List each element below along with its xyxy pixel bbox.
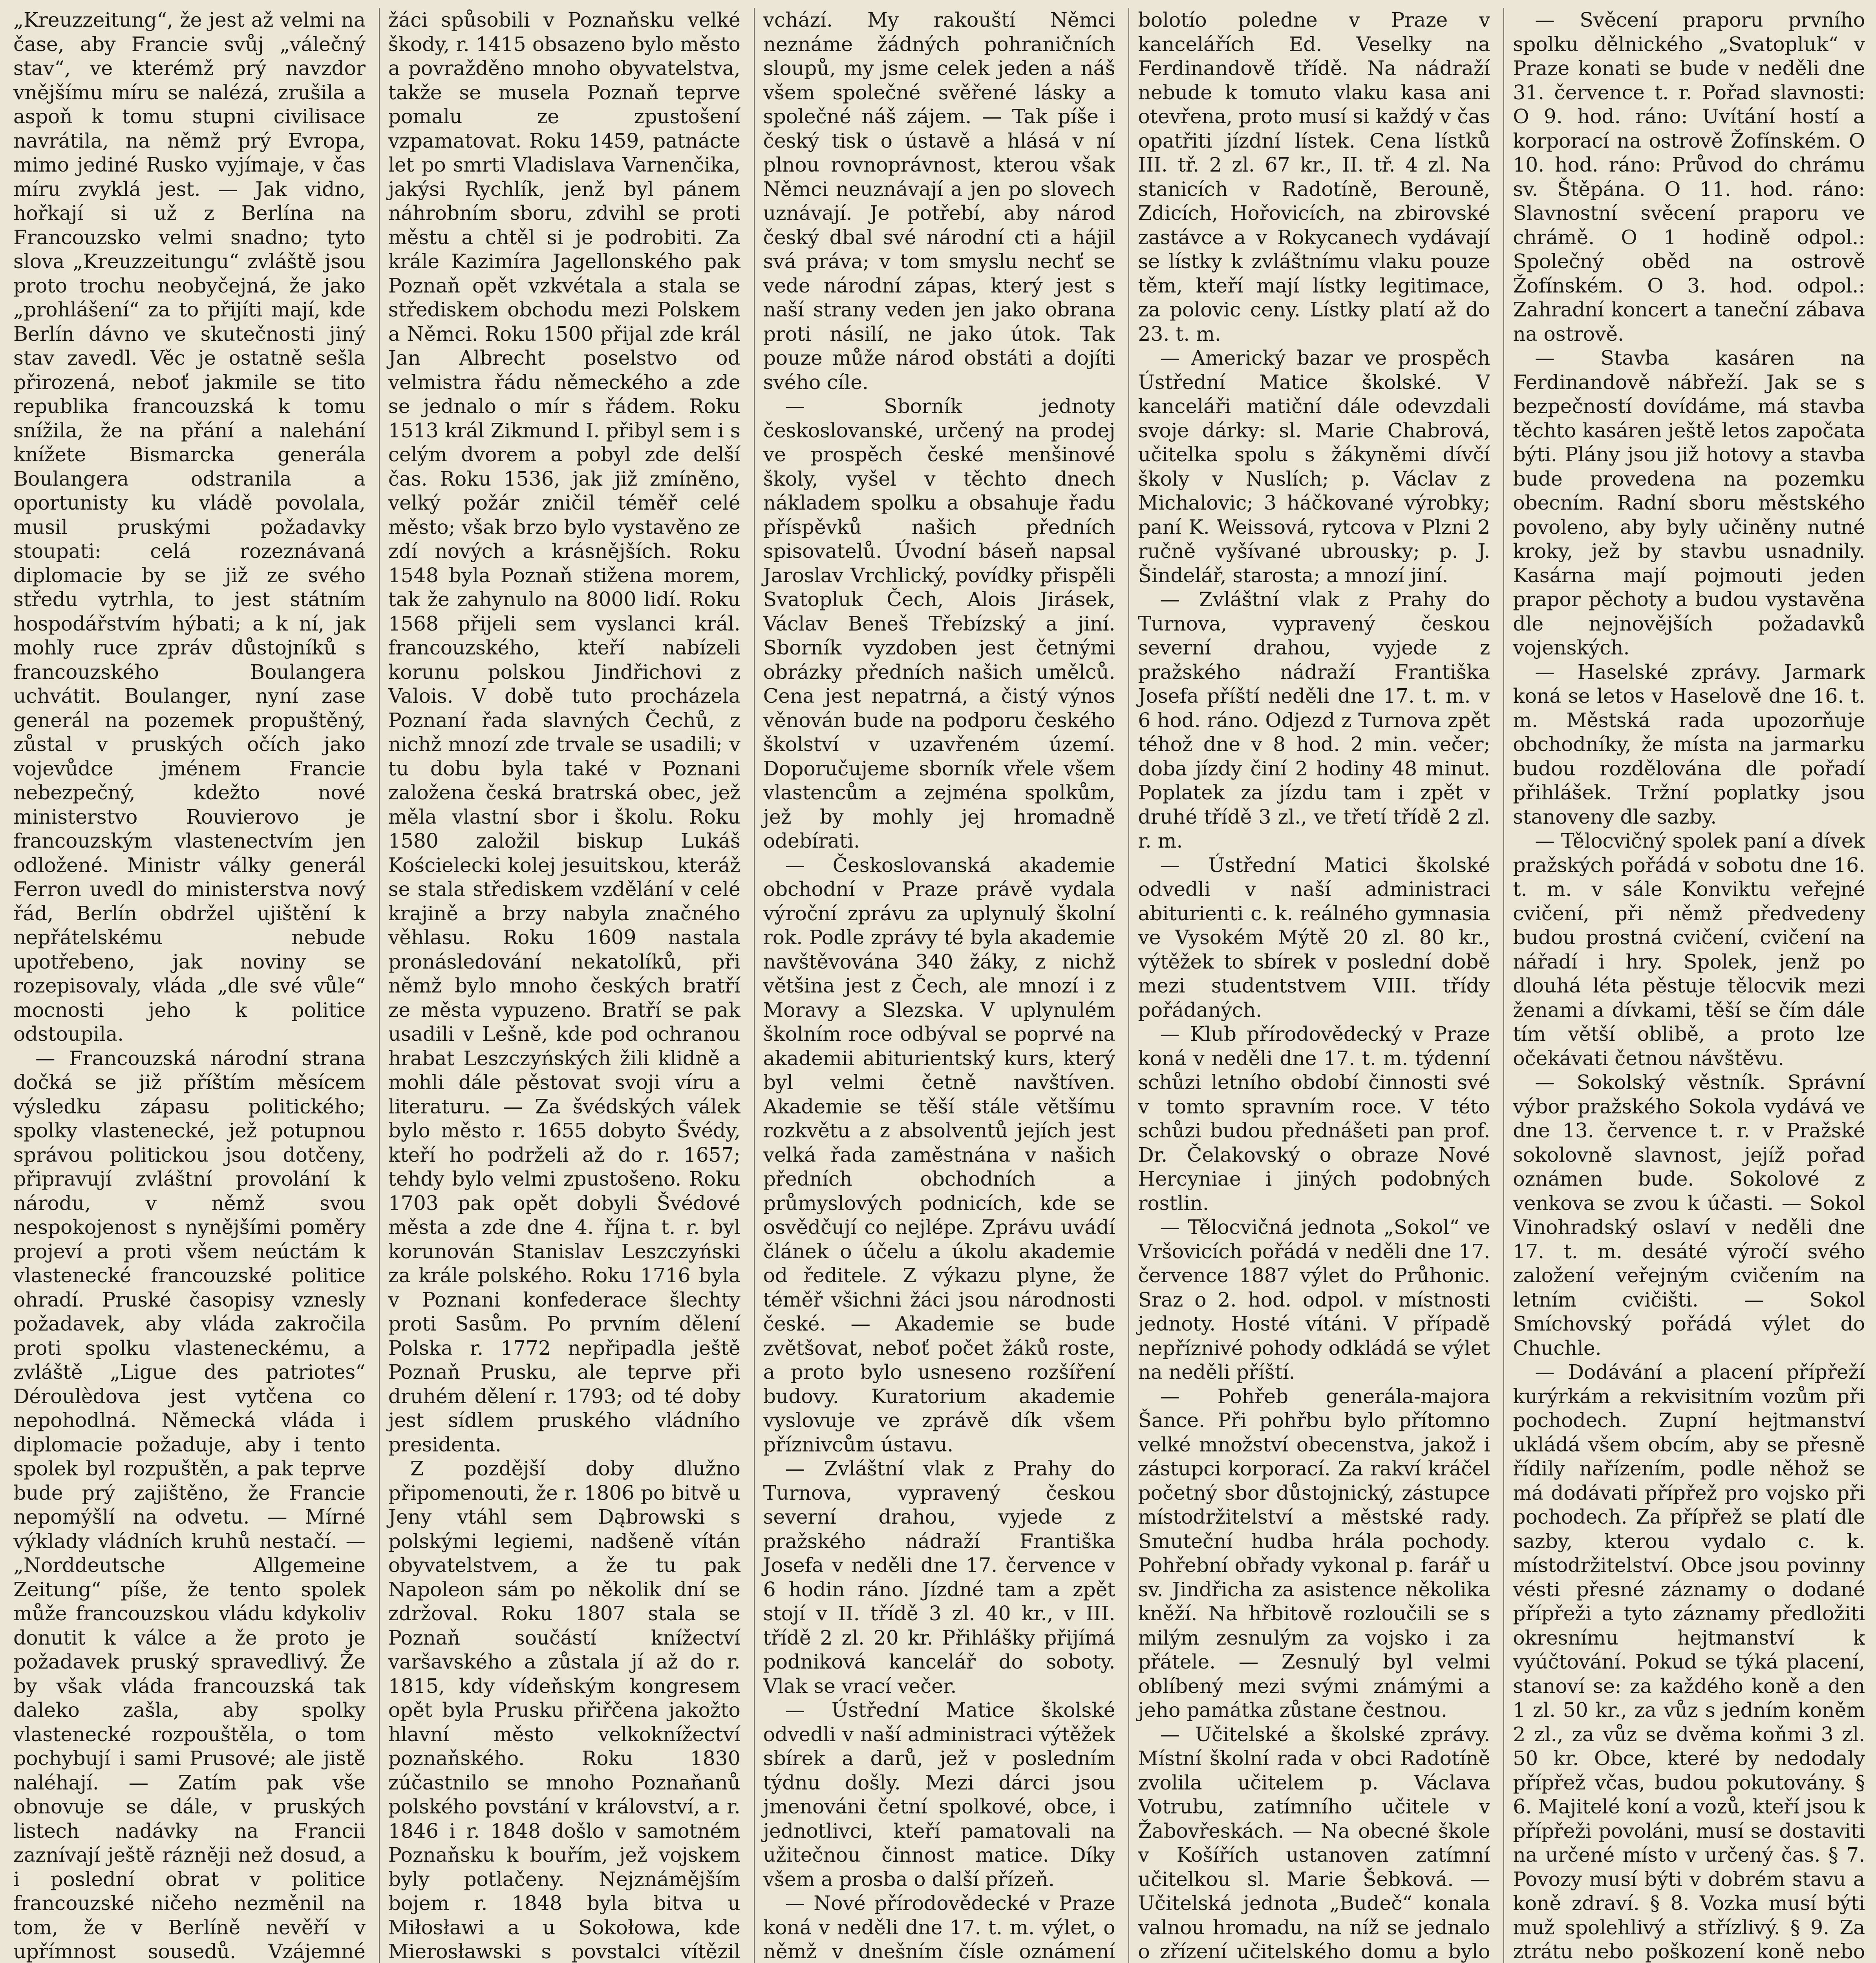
news-item: — Sokolský věstník. Správní výbor pražského Sokola vydává ve dne 13. července t. r. v Pražské sokolovně slavnost, jejíž pořad oznámen bude. Sokolové z venkova se zvou k účasti. — Sokol Vinohradský oslaví v neděli dne 17. t. m. desáté výročí svého založení veřejným cvičením na letním cvičišti. — Sokol Smíchovský pořádá výlet do Chuchle.	[1513, 1071, 1865, 1360]
news-item: vchází. My rakouští Němci neznáme žádných pohraničních sloupů, my jsme celek jeden a náš všem společné svěřené lásky a společné náš zájem. — Tak píše i český tisk o ústavě a hlásá v ní plnou rovnoprávnost, kterou však Němci neuznávají a jen po slovech uznávají. Je potřebí, aby národ český dbal své národní cti a hájil svá práva; v tom smyslu nechť se vede národní zápas, který jest s naší strany veden jen jako obrana proti násilí, ne jako útok. Tak pouze může národ obstáti a dojíti svého cíle.	[763, 8, 1115, 394]
news-item: — Zvláštní vlak z Prahy do Turnova, vypravený českou severní drahou, vyjede z pražského nádraží Františka Josefa v neděli dne 17. července v 6 hodin ráno. Jízdné tam a zpět stojí v II. třídě 3 zl. 40 kr., v III. třídě 2 zl. 20 kr. Přihlášky přijímá podniková kancelář do soboty. Vlak se vrací večer.	[763, 1457, 1115, 1698]
news-item: — Českoslovanská akademie obchodní v Praze právě vydala výroční zprávu za uplynulý školní rok. Podle zprávy té byla akademie navštěvována 340 žáky, z nichž většina jest z Čech, ale mnozí i z Moravy a Slezska. V uplynulém školním roce odbýval se poprvé na akademii abiturientský kurs, který byl velmi četně navštíven. Akademie se těší stále většímu rozkvětu a z absolventů jejích jest velká řada zaměstnána v našich předních obchodních a průmyslových podnicích, kde se osvědčují co nejlépe. Zprávu uvádí článek o účelu a úkolu akademie od ředitele. Z výkazu plyne, že téměř všichni žáci jsou národnosti české. — Akademie se bude zvětšovat, neboť počet žáků roste, a proto bylo usneseno rozšíření budovy. Kuratorium akademie vyslovuje ve zprávě dík všem příznivcům ústavu.	[763, 853, 1115, 1456]
news-item: bolotío poledne v Praze v kancelářích Ed. Veselky na Ferdinandově třídě. Na nádraží nebude k tomuto vlaku kasa ani otevřena, proto musí si každý v čas opatřiti jízdní lístek. Cena lístků III. tř. 2 zl. 67 kr., II. tř. 4 zl. Na stanicích v Radotíně, Berouně, Zdicích, Hořovicích, na zbirovské zastávce a v Rokycanech vydávají se lístky k zvláštnímu vlaku pouze těm, kteří mají lístky legitimace, za polovic ceny. Lístky platí až do 23. t. m.	[1138, 8, 1490, 345]
news-item: — Stavba kasáren na Ferdinandově nábřeží. Jak se s bezpečností dovídáme, má stavba těchto kasáren ještě letos započata býti. Plány jsou již hotovy a stavba bude provedena na pozemku obecním. Radní sboru městského povoleno, aby byly učiněny nutné kroky, jež by stavbu usnadnily. Kasárna mají pojmouti jeden prapor pěchoty a budou vystavěna dle nejnovějších požadavků vojenských.	[1513, 346, 1865, 659]
news-item: — Ústřední Matici školské odvedli v naší administraci abiturienti c. k. reálného gymnasia ve Vysokém Mýtě 20 zl. 80 kr., výtěžek to sbírek v poslední době mezi studentstvem VIII. třídy pořádaných.	[1138, 853, 1490, 1022]
column-2	[379, 8, 741, 1963]
article-paragraph: Z pozdější doby dlužno připomenouti, že r. 1806 po bitvě u Jeny vtáhl sem Dąbrowski s polskými legiemi, nadšeně vítán obyvatelstvem, a že tu pak Napoleon sám po několik dní se zdržoval. Roku 1807 stala se Poznaň součástí knížectví varšavského a zůstala jí až do r. 1815, kdy vídeňským kongresem opět byla Prusku přiřčena jakožto hlavní město velkoknížectví poznaňského. Roku 1830 zúčastnilo se mnoho Poznaňanů polského povstání v království, a r. 1846 i r. 1848 došlo v samotném Poznaňsku k bouřím, jež vojskem byly potlačeny. Nejznámějším bojem r. 1848 byla bitva u Miłosławi a u Sokołowa, kde Mierosławski s povstalci vítězil	[388, 1457, 741, 1963]
news-item: — Svěcení praporu prvního spolku dělnického „Svatopluk“ v Praze konati se bude v neděli dne 31. července t. r. Pořad slavnosti: O 9. hod. ráno: Uvítání hostí a korporací na ostrově Žofínském. O 10. hod. ráno: Průvod do chrámu sv. Štěpána. O 11. hod. ráno: Slavnostní svěcení praporu ve chrámě. O 1 hodině odpol.: Společný oběd na ostrově Žofínském. O 3. hod. odpol.: Zahradní koncert a taneční zábava na ostrově.	[1513, 8, 1865, 345]
news-item: — Učitelské a školské zprávy. Místní školní rada v obci Radotíně zvolila učitelem p. Václava Votrubu, zatímního učitele v Žabovřeskách. — Na obecné škole v Košířích ustanoven zatímní učitelkou sl. Marie Šebková. — Učitelská jednota „Budeč“ konala valnou hromadu, na níž se jednalo o zřízení učitelského domu a bylo	[1138, 1722, 1490, 1963]
news-item: — Tělocvičná jednota „Sokol“ ve Vršovicích pořádá v neděli dne 17. července 1887 výlet do Průhonic. Sraz o 2. hod. odpol. v místnosti jednoty. Hosté vítáni. V případě nepříznivé pohody odkládá se výlet na neděli příští.	[1138, 1215, 1490, 1384]
news-item: — Ústřední Matice školské odvedli v naší administraci výtěžek sbírek a darů, jež v posledním týdnu došly. Mezi dárci jsou jmenováni četní spolkové, obce, i jednotlivci, kteří pamatovali na užitečnou činnost matice. Díky všem a prosba o další přízeň.	[763, 1698, 1115, 1891]
news-item: — Americký bazar ve prospěch Ústřední Matice školské. V kanceláři matiční dále odevzdali svoje dárky: sl. Marie Chabrová, učitelka spolu s žákyněmi dívčí školy v Nuslích; p. Václav z Michalovic; 3 háčkované výrobky; paní K. Weissová, rytcova v Plzni 2 ručně vyšívané ubrousky; p. J. Šindelář, starosta; a mnozí jiní.	[1138, 346, 1490, 587]
column-5	[1503, 8, 1865, 1963]
article-paragraph: žáci spůsobili v Poznaňsku velké škody, r. 1415 obsazeno bylo město a povražděno mnoho obyvatelstva, takže se musela Poznaň teprve pomalu ze zpustošení vzpamatovat. Roku 1459, patnácte let po smrti Vladislava Varnenčika, jakýsi Rychlík, jenž byl pánem náhrobním sboru, zdvihl se proti městu a chtěl si je podrobiti. Za krále Kazimíra Jagellonského pak Poznaň opět vzkvétala a stala se střediskem obchodu mezi Polskem a Němci. Roku 1500 přijal zde král Jan Albrecht poselstvo od velmistra řádu německého a zde se jednalo o mír s řádem. Roku 1513 král Zikmund I. přibyl sem i s celým dvorem a pobyl zde delší čas. Roku 1536, jak již zmíněno, velký požár zničil téměř celé město; však brzo bylo vystavěno ze zdí nových a krásnějších. Roku 1548 byla Poznaň stižena morem, tak že zahynulo na 8000 lidí. Roku 1568 přijeli sem vyslanci král. francouzského, kteří nabízeli korunu polskou Jindřichovi z Valois. V době tuto procházela Poznaní řada slavných Čechů, z nichž mnozí zde trvale se usadili; v tu dobu byla také v Poznani založena česká bratrská obec, jež měla vlastní sbor i školu. Roku 1580 založil biskup Lukáš Kościelecki kolej jesuitskou, kteráž se stala střediskem vzdělání v celé krajině a brzy nabyla značného věhlasu. Roku 1609 nastala pronásledování nekatolíků, při němž bylo mnoho českých bratří ze města vypuzeno. Bratří se pak usadili v Lešně, kde pod ochranou hrabat Leszczyńských žili klidně a mohli dále pěstovat svoji víru a literaturu. — Za švédských válek bylo město r. 1655 dobyto Švédy, kteří ho podrželi až do r. 1657; tehdy bylo velmi zpustošeno. Roku 1703 pak opět dobyli Švédové města a zde dne 4. října t. r. byl korunován Stanislav Leszczyński za krále polského. Roku 1716 byla v Poznani konfederace šlechty proti Sasům. Po prvním dělení Polska r. 1772 nepřipadla ještě Poznaň Prusku, ale teprve při druhém dělení r. 1793; od té doby jest sídlem pruského vládního presidenta.	[388, 8, 741, 1456]
news-item: — Dodávání a placení přípřeží kurýrkám a rekvisitním vozům při pochodech. Zupní hejtmanství ukládá všem obcím, aby se přesně řídily nařízením, podle něhož se má dodávati přípřež pro vojsko při pochodech. Za přípřež se platí dle sazby, kterou vydalo c. k. místodržitelství. Obce jsou povinny vésti přesné záznamy o dodané přípřeži a tyto záznamy předložiti okresnímu hejtmanství k vyúčtování. Pokud se týká placení, stanoví se: za každého koně a den 1 zl. 50 kr., za vůz s jedním koněm 2 zl., za vůz se dvěma koňmi 3 zl. 50 kr. Obce, které by nedodaly přípřež včas, budou pokutovány. § 6. Majitelé koní a vozů, kteří jsou k přípřeži povoláni, musí se dostaviti na určené místo v určený čas. § 7. Povozy musí býti v dobrém stavu a koně zdraví. § 8. Vozka musí býti muž spolehlivý a střízlivý. § 9. Za ztrátu nebo poškození koně nebo	[1513, 1360, 1865, 1963]
article-paragraph: — Francouzská národní strana dočká se již příštím měsícem výsledku zápasu politického; spolky vlastenecké, jež potupnou správou politickou jsou dotčeny, připravují zvláštní provolání k národu, v němž svou nespokojenost s nynějšími poměry projeví a proti všem neúctám k vlastenecké francouzské politice ohradí. Pruské časopisy vznesly požadavek, aby vláda zakročila proti spolku vlasteneckému, a zvláště „Ligue des patriotes“ Déroulèdova jest vytčena co nepohodlná. Německá vláda i diplomacie požaduje, aby i tento spolek byl rozpuštěn, a pak teprve bude prý zajištěno, že Francie nepomýšlí na odvetu. — Mírné výklady vládních kruhů nestačí. — „Norddeutsche Allgemeine Zeitung“ píše, že tento spolek může francouzskou vládu kdykoliv donutit k válce a že proto je požadavek pruský spravedlivý. Že by však vláda francouzská tak daleko zašla, aby spolky vlastenecké rozpouštěla, o tom pochybují i sami Prusové; ale jistě naléhají. — Zatím pak vše obnovuje se dále, v pruských listech nadávky na Francii zaznívají ještě rázněji než dosud, a i poslední obrat v politice francouzské ničeho nezměnil na tom, že v Berlíně nevěří v upřímnost sousedů. Vzájemné	[13, 1046, 366, 1963]
article-paragraph: „Kreuzzeitung“, že jest až velmi na čase, aby Francie svůj „válečný stav“, ve kterémž prý navzdor vnějšímu míru se nalézá, zrušila a aspoň k tomu stupni civilisace navrátila, na němž prý Evropa, mimo jediné Rusko vyjímaje, v čas míru zvyklá jest. — Jak vidno, hořkají si už z Berlína na Francouzsko velmi snadno; tyto slova „Kreuzzeitungu“ zvláště jsou proto trochu neobyčejná, že jako „prohlášení“ za to přijíti mají, kde Berlín dávno ve skutečnosti jiný stav zavedl. Věc je ostatně sešla přirozená, neboť jakmile se tito republika francouzská k tomu snížila, že na přání a nalehání knížete Bismarcka generála Boulangera odstranila a oportunisty ku vládě povolala, musil pruskými požadavky stoupati: celá rozeznávaná diplomacie by se již ze svého středu vytrhla, to jest státním hospodářstvím hýbati; a k ní, jak mohly ruce zpráv důstojníků s francouzského Boulangera uchvátit. Boulanger, nyní zase generál na pozemek propuštěný, zůstal v pruských očích jako vojevůdce jménem Francie nebezpečný, kdežto nové ministerstvo Rouvierovo je francouzským vlastenectvím jen odložené. Ministr války generál Ferron uvedl do ministerstva nový řád, Berlín obdržel ujištění k nepřátelskému nebude upotřebeno, jak noviny se rozepisovaly, vláda „dle své vůle“ mocnosti jeho k politice odstoupila.	[13, 8, 366, 1045]
news-item: — Pohřeb generála-majora Šance. Při pohřbu bylo přítomno velké množství obecenstva, jakož i zástupci korporací. Za rakví kráčel početný sbor důstojnický, zástupce místodržitelství a městské rady. Smuteční hudba hrála pochody. Pohřební obřady vykonal p. farář u sv. Jindřicha za asistence několika kněží. Na hřbitově rozloučili se s milým zesnulým za vojsko i za přátele. — Zesnulý byl velmi oblíbený mezi svými známými a jeho památka zůstane čestnou.	[1138, 1384, 1490, 1722]
news-item: — Tělocvičný spolek paní a dívek pražských pořádá v sobotu dne 16. t. m. v sále Konviktu veřejné cvičení, při němž předvedeny budou prostná cvičení, cvičení na nářadí i hry. Spolek, jenž po dlouhá léta pěstuje tělocvik mezi ženami a dívkami, těší se čím dále tím větší oblibě, a proto lze očekávati četnou návštěvu.	[1513, 829, 1865, 1070]
news-item: — Sborník jednoty českoslovanské, určený na prodej ve prospěch české menšinové školy, vyšel v těchto dnech nákladem spolku a obsahuje řadu příspěvků našich předních spisovatelů. Úvodní báseň napsal Jaroslav Vrchlický, povídky přispěli Svatopluk Čech, Alois Jirásek, Václav Beneš Třebízský a jiní. Sborník vyzdoben jest četnými obrázky předních našich umělců. Cena jest nepatrná, a čistý výnos věnován bude na podporu českého školství v uzavřeném území. Doporučujeme sborník vřele všem vlastencům a zejména spolkům, jež by mohly jej hromadně odebírati.	[763, 395, 1115, 852]
column-1	[13, 8, 366, 1963]
column-4	[1128, 8, 1490, 1963]
news-item: — Nové přírodovědecké v Praze koná v neděli dne 17. t. m. výlet, o němž v dnešním čísle oznámení	[763, 1892, 1115, 1963]
news-item: — Haselské zprávy. Jarmark koná se letos v Haselově dne 16. t. m. Městská rada upozorňuje obchodníky, že místa na jarmarku budou rozdělována dle pořadí přihlášek. Tržní poplatky jsou stanoveny dle sazby.	[1513, 660, 1865, 828]
news-item: — Zvláštní vlak z Prahy do Turnova, vypravený českou severní drahou, vyjede z pražského nádraží Františka Josefa příští neděli dne 17. t. m. v 6 hod. ráno. Odjezd z Turnova zpět téhož dne v 8 hod. 2 min. večer; doba jízdy činí 2 hodiny 48 minut. Poplatek za jízdu tam i zpět v druhé třídě 3 zl., ve třetí třídě 2 zl. r. m.	[1138, 588, 1490, 852]
column-3	[754, 8, 1115, 1963]
news-item: — Klub přírodovědecký v Praze koná v neděli dne 17. t. m. týdenní schůzi letního období činnosti své v tomto spravním roce. V této schůzi budou přednášeti pan prof. Dr. Čelakovský o obraze Nové Hercyniae i jiných podobných rostlin.	[1138, 1022, 1490, 1215]
